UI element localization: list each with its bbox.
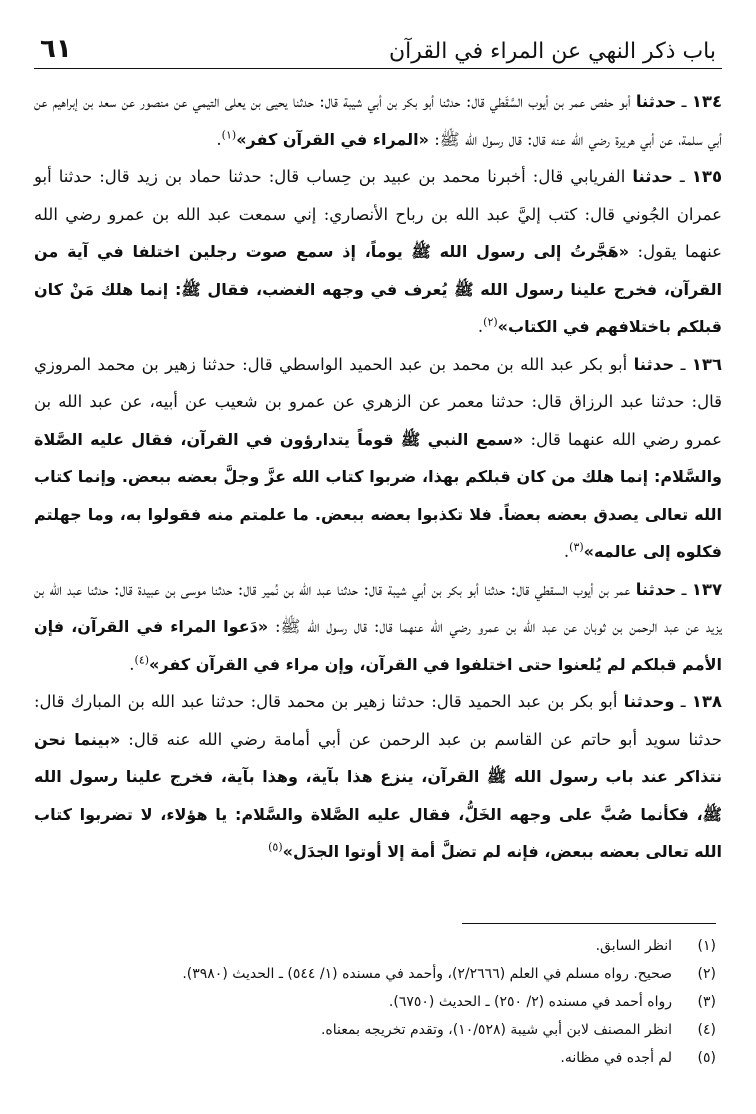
footnote-item (34, 932, 722, 960)
hadith-matn: «سمع النبي ﷺ قوماً يتدارؤون في القرآن، فقال عليه الصَّلاة والسَّلام: إنما هلك من كان قبلكم بهذا، ضربوا كتاب الله عزَّ وجلَّ بعضه ببعض. وإنما كتاب الله تعالى يصدق بعضه بعضاً. فلا تكذبوا بعضه ببعض. ما علمتم منه فقولوا به، وما جهلتم فكلوه إلى عالمه» (34, 429, 722, 561)
footnote-marker: (٤) (134, 653, 150, 666)
hadith-number: ١٣٥ (691, 167, 723, 186)
footnote-text: انظر المصنف لابن أبي شيبة (١٠/٥٢٨)، وتقدم تخريجه بمعناه. (320, 1021, 672, 1038)
hadith-number: ١٣٦ (691, 354, 723, 374)
chapter-title: باب ذكر النهي عن المراء في القرآن (388, 39, 716, 64)
main-text (34, 83, 722, 871)
footnote-marker: (٢) (483, 315, 498, 329)
hadith-135: ١٣٥ ـ حدثنا الفريابي قال: أخبرنا محمد بن عبيد بن حِساب قال: حدثنا حماد بن زيد قال: حدثنا أبو عمران الجُوني قال: كتب إليَّ عبد الله بن رباح الأنصاري: إني سمعت عبد الله بن عمرو رضي الله عنهما يقول: «هَجَّرتُ إلى رسول الله ﷺ يوماً، إذ سمع صوت رجلين اختلفا في آية من القرآن، فخرج علينا رسول الله ﷺ يُعرف في وجهه الغضب، فقال ﷺ: إنما هلك مَنْ كان قبلكم باختلافهم في الكتاب»$^{(٢)}$. (34, 167, 723, 336)
hadith-number: ١٣٧ (691, 579, 723, 599)
hadith-tail: . (563, 542, 570, 561)
hadith-matn: «دَعوا المراء في القرآن، فإن الأمم قبلكم لم يُلعنوا حتى اختلفوا في القرآن، وإن مراء في القرآن كفر» (34, 617, 722, 674)
hadith-lead: حدثنا (632, 167, 673, 186)
running-header (34, 30, 722, 69)
hadith-tail: . (477, 317, 484, 336)
footnote-number: (٢) (697, 965, 716, 982)
footnote-number: (٤) (697, 1021, 716, 1038)
hadith-tail: . (216, 129, 222, 149)
footnote-marker: (٣) (569, 540, 584, 554)
footnote-item (34, 988, 722, 1016)
page-number: ٦١ (40, 34, 72, 64)
footnote-text: لم أجده في مظانه. (560, 1049, 672, 1066)
footnote-number: (١) (697, 937, 716, 954)
footnote-divider (462, 923, 716, 924)
footnote-text: رواه أحمد في مسنده (٢/ ٢٥٠) ـ الحديث (٦٧٥٠). (388, 993, 672, 1010)
hadith-lead: حدثنا (635, 579, 677, 599)
hadith-matn: «بينما نحن نتذاكر عند باب رسول الله ﷺ القرآن، ينزع هذا بآية، وهذا بآية، فخرج علينا رسول الله ﷺ، فكأنما صُبَّ على وجهه الخَلُّ، فقال عليه الصَّلاة والسَّلام: يا هؤلاء، لا تضربوا كتاب الله تعالى بعضه ببعض، فإنه لم تضلَّ أمة إلا أوتوا الجدَل» (34, 729, 722, 861)
footnote-marker: (٥) (268, 840, 283, 854)
hadith-lead: حدثنا (633, 354, 675, 374)
footnote-item (34, 1016, 722, 1044)
hadith-tail: . (129, 654, 135, 674)
footnote-text: صحيح. رواه مسلم في العلم (٢/٢٦٦٦)، وأحمد في مسنده (١/ ٥٤٤) ـ الحديث (٣٩٨٠). (182, 965, 672, 982)
hadith-isnad: عمر بن أيوب السقطي قال: حدثنا أبو بكر بن أبي شيبة قال: حدثنا عبد الله بن نُمير قال: حدثنا موسى بن عبيدة قال: حدثنا عبد الله بن يزيد عن عبد الرحمن بن ثوبان عن عبد الله بن عمرو رضي الله عنهما قال: قال رسول الله ﷺ: (34, 579, 723, 636)
hadith-isnad: الفريابي قال: أخبرنا محمد بن عبيد بن حِساب قال: حدثنا حماد بن زيد قال: حدثنا أبو عمران الجُوني قال: كتب إليَّ عبد الله بن رباح الأنصاري: إني سمعت عبد الله بن عمرو رضي الله عنهما يقول: (34, 167, 722, 261)
footnotes (34, 932, 722, 1072)
hadith-isnad: أبو بكر بن عبد الحميد قال: حدثنا زهير بن محمد قال: حدثنا عبد الله بن المبارك قال: حدثنا سويد أبو حاتم عن القاسم بن عبد الرحمن عن أبي أمامة رضي الله عنه قال: (34, 692, 722, 749)
hadith-matn: «المراء في القرآن كفر» (236, 129, 429, 149)
footnote-item (34, 1044, 722, 1072)
hadith-number: ١٣٨ (691, 692, 722, 711)
hadith-lead: وحدثنا (623, 692, 675, 711)
hadith-137: ١٣٧ ـ حدثنا عمر بن أيوب السقطي قال: حدثنا أبو بكر بن أبي شيبة قال: حدثنا عبد الله بن نُمير قال: حدثنا موسى بن عبيدة قال: حدثنا عبد الله بن يزيد عن عبد الرحمن بن ثوبان عن عبد الله بن عمرو رضي الله عنهما قال: قال رسول الله ﷺ: «دَعوا المراء في القرآن، فإن الأمم قبلكم لم يُلعنوا حتى اختلفوا في القرآن، وإن مراء في القرآن كفر»$^{(٤)}$. (34, 579, 723, 674)
hadith-136: ١٣٦ ـ حدثنا أبو بكر عبد الله بن محمد بن عبد الحميد الواسطي قال: حدثنا زهير بن محمد المروزي قال: حدثنا عبد الرزاق قال: حدثنا معمر عن الزهري عن عمرو بن شعيب عن أبيه، عن عبد الله بن عمرو رضي الله عنهما قال: «سمع النبي ﷺ قوماً يتدارؤون في القرآن، فقال عليه الصَّلاة والسَّلام: إنما هلك من كان قبلكم بهذا، ضربوا كتاب الله عزَّ وجلَّ بعضه ببعض. وإنما كتاب الله تعالى يصدق بعضه بعضاً. فلا تكذبوا بعضه ببعض. ما علمتم منه فقولوا به، وما جهلتم فكلوه إلى عالمه»$^{(٣)}$. (34, 354, 723, 561)
hadith-matn: «هَجَّرتُ إلى رسول الله ﷺ يوماً، إذ سمع صوت رجلين اختلفا في آية من القرآن، فخرج علينا رسول الله ﷺ يُعرف في وجهه الغضب، فقال ﷺ: إنما هلك مَنْ كان قبلكم باختلافهم في الكتاب» (34, 242, 722, 336)
hadith-number: ١٣٤ (691, 92, 723, 111)
hadith-138: ١٣٨ ـ وحدثنا أبو بكر بن عبد الحميد قال: حدثنا زهير بن محمد قال: حدثنا عبد الله بن المبارك قال: حدثنا سويد أبو حاتم عن القاسم بن عبد الرحمن عن أبي أمامة رضي الله عنه قال: «بينما نحن نتذاكر عند باب رسول الله ﷺ القرآن، ينزع هذا بآية، وهذا بآية، فخرج علينا رسول الله ﷺ، فكأنما صُبَّ على وجهه الخَلُّ، فقال عليه الصَّلاة والسَّلام: يا هؤلاء، لا تضربوا كتاب الله تعالى بعضه ببعض، فإنه لم تضلَّ أمة إلا أوتوا الجدَل»$^{(٥)}$ (34, 692, 722, 861)
footnote-number: (٣) (697, 993, 716, 1010)
hadith-isnad: أبو بكر عبد الله بن محمد بن عبد الحميد الواسطي قال: حدثنا زهير بن محمد المروزي قال: حدثنا عبد الرزاق قال: حدثنا معمر عن الزهري عن عمرو بن شعيب عن أبيه، عن عبد الله بن عمرو رضي الله عنهما قال: (34, 354, 722, 449)
hadith-134: ١٣٤ ـ حدثنا أبو حفص عمر بن أيوب السَّقَطي قال: حدثنا أبو بكر بن أبي شيبة قال: حدثنا يحيى بن يعلى التيمي عن منصور عن سعد بن إبراهيم عن أبي سلمة، عن أبي هريرة رضي الله عنه قال: قال رسول الله ﷺ: «المراء في القرآن كفر»$^{(١)}$. (34, 92, 723, 149)
footnote-number: (٥) (697, 1049, 716, 1066)
footnote-text: انظر السابق. (595, 937, 672, 954)
hadith-lead: حدثنا (635, 92, 677, 111)
footnote-item (34, 960, 722, 988)
hadith-isnad: أبو حفص عمر بن أيوب السَّقَطي قال: حدثنا أبو بكر بن أبي شيبة قال: حدثنا يحيى بن يعلى التيمي عن منصور عن سعد بن إبراهيم عن أبي سلمة، عن أبي هريرة رضي الله عنه قال: قال رسول الله ﷺ: (34, 92, 722, 149)
footnote-marker: (١) (221, 128, 237, 141)
